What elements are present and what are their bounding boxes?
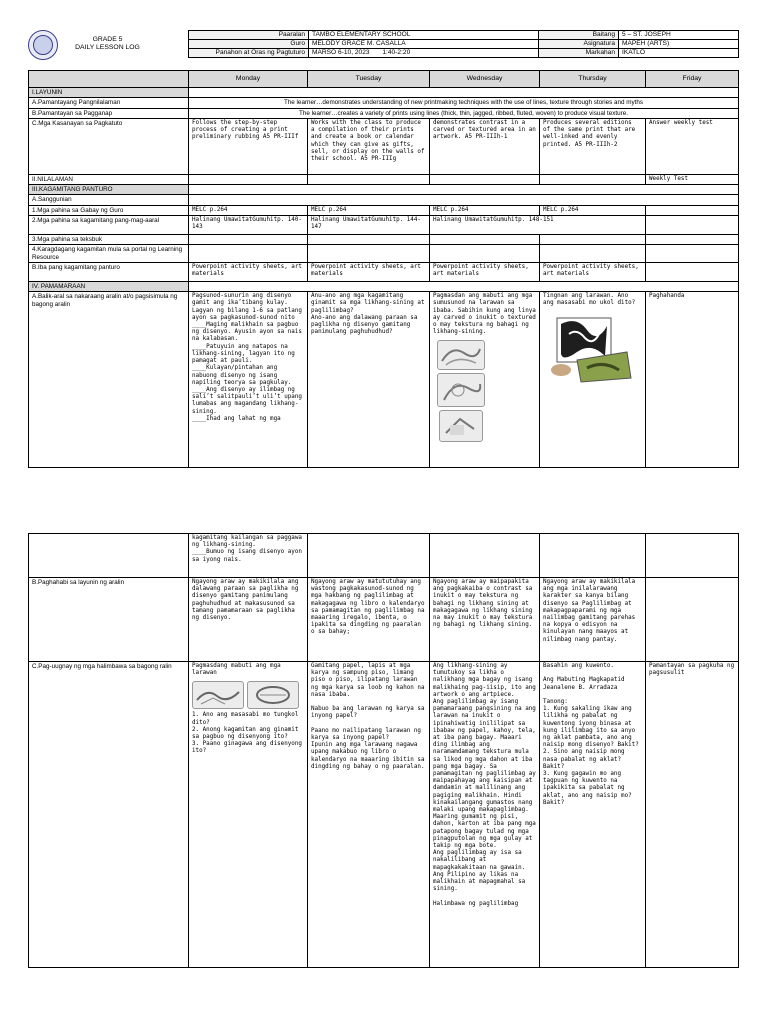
paghahabi-monday: Ngayong araw ay makikilala ang dalawang paraan sa paglikha ng disenyo gamitang panimulang paghuhudhud at makasusunod sa tamang pamamaraan sa paglikha ng disenyo.: [189, 578, 308, 662]
date-value: MARSO 6-10, 2023: [312, 49, 370, 56]
row-label-pag-uugnay: C.Pag-uugnay ng mga halimbawa sa bagong ralin: [29, 662, 189, 968]
carved-print-image-2: [437, 373, 485, 407]
rubbing-image-1: [192, 681, 244, 709]
balik-aral-thursday: Tingnan ang larawan. Ano ang masasabi mo ukol dito?: [543, 293, 636, 307]
continued-thursday: [540, 534, 646, 578]
nilalaman-wednesday: [430, 174, 540, 184]
grade-title: GRADE 5: [92, 36, 123, 43]
rubbing-images: [192, 681, 304, 709]
time-value: 1:40-2:20: [382, 49, 411, 56]
row-label-kagamitang-pang-mag-aaral: 2.Mga pahina sa kagamitang pang-mag-aaral: [29, 216, 189, 235]
header-right-table: [538, 30, 739, 58]
teacher-value: MELODY GRACE M. CASALLA: [309, 40, 589, 49]
pamamaraan-span: [189, 281, 739, 291]
paghahabi-wednesday: Ngayong araw ay maipapakita ang pagkakaiba o contrast sa inukit o may tekstura ng bahagi ng likhang sining at makagagawa ng likhang sining na may inukit o may tekstura ng bahagi ng likhang sining.: [430, 578, 540, 662]
gabay-monday: MELC p.264: [189, 205, 308, 215]
grade-level-label: Baitang: [539, 31, 619, 40]
balik-aral-thursday-cell: [540, 292, 646, 468]
balik-aral-friday: Paghahanda: [646, 292, 739, 468]
grade-level-value: 5 – ST. JOSEPH: [619, 31, 739, 40]
teksbuk-thursday: [540, 235, 646, 245]
time-label: Panahon at Oras ng Pagtuturo: [189, 49, 309, 58]
lr-friday: [646, 245, 739, 263]
teacher-label: Guro: [189, 40, 309, 49]
gabay-thursday: MELC p.264: [540, 205, 646, 215]
lesson-log-table-page1: [28, 70, 739, 468]
subject-value: MAPEH (ARTS): [619, 40, 739, 49]
layunin-span: [189, 88, 739, 98]
lesson-log-table-page2: [28, 533, 739, 968]
pag-uugnay-monday-intro: Pagmasdang mabuti ang mga larawan: [192, 663, 281, 677]
kasanayan-wednesday: demonstrates contrast in a carved or textured area in an artwork. A5 PR-IIIh-1: [430, 118, 540, 174]
kasanayan-tuesday: Works with the class to produce a compilation of their prints and create a book or calendar which they can give as gifts, sell, or display on the walls of their school. A5 PR-IIIg: [308, 118, 430, 174]
continued-friday: [646, 534, 739, 578]
row-label-paghahabi: B.Paghahabi sa layunin ng aralin: [29, 578, 189, 662]
pag-uugnay-monday-cell: [189, 662, 308, 968]
row-label-sanggunian: A.Sanggunian: [29, 195, 189, 205]
row-label-learning-resource: 4.Karagdagang kagamitan mula sa portal ng Learning Resource: [29, 245, 189, 263]
school-value: TAMBO ELEMENTARY SCHOOL: [309, 31, 589, 40]
row-label-iba-pang-kagamitan: B.Iba pang kagamitang panturo: [29, 262, 189, 281]
mag-aaral-friday: [646, 216, 739, 235]
paghahabi-friday: [646, 578, 739, 662]
daily-lesson-log-title: DAILY LESSON LOG: [75, 44, 140, 51]
row-label-nilalaman: II.NILALAMAN: [29, 174, 189, 184]
rubbing-image-2: [247, 681, 299, 709]
section-pamamaraan: IV. PAMAMARAAN: [29, 281, 189, 291]
log-title-block: [60, 36, 155, 52]
printmaking-illustration: [547, 312, 633, 384]
corner-cell: [29, 71, 189, 88]
gabay-friday: [646, 205, 739, 215]
carved-print-image-1: [437, 340, 485, 370]
gabay-wednesday: MELC p.264: [430, 205, 540, 215]
nilalaman-monday: [189, 174, 308, 184]
content-standard-text: The learner…demonstrates understanding of new printmaking techniques with the use of lines, texture through stories and myths: [189, 98, 739, 108]
carved-print-image-3: [439, 410, 483, 442]
row-label-balik-aral: A.Balik-aral sa nakaraang aralin at/o pagsisimula ng bagong aralin: [29, 292, 189, 468]
kasanayan-thursday: Produces several editions of the same print that are well-inked and evenly printed. A5 PR-IIIh-2: [540, 118, 646, 174]
pag-uugnay-friday: Pamantayan sa pagkuha ng pagsusulit: [646, 662, 739, 968]
lr-monday: [189, 245, 308, 263]
teksbuk-friday: [646, 235, 739, 245]
day-header-wednesday: Wednesday: [430, 71, 540, 88]
continued-tuesday: [308, 534, 430, 578]
header-left-table: [188, 30, 589, 58]
balik-aral-monday: Pagsunod-sunurin ang disenyo gamit ang ika’tibang kulay. Lagyan ng bilang 1-6 sa patlang ayon sa pagkasunod-sunod nito ____Maging malikhain sa pagbuo ng disenyo. Ayusin ayon sa nais na kalabasan. ____Patuyuin ang natapos na likhang-sining, lagyan ito ng pamagat at pauli. ____Kulayan/pintahan ang nabuong disenyo ng isang napiling teorya sa pagkulay. ____Ang disenyo ay ilimbag ng sali’t salitpauli’t uli’t upang lumabas ang magandang likhang-sining. ____Ihad ang lahat ng mga: [189, 292, 308, 468]
row-label-gabay-ng-guro: 1.Mga pahina sa Gabay ng Guro: [29, 205, 189, 215]
kagamitan-span: [189, 185, 739, 195]
mag-aaral-tuesday: Halinang UmawitatGumuhitp. 144-147: [308, 216, 430, 235]
pag-uugnay-thursday: Basahin ang kuwento. Ang Mabuting Magkapatid Jeanalene B. Arradaza Tanong: 1. Kung sakaling ikaw ang lilikha ng pabalat ng kuwentong iyong binasa at kung ililimbag ito sa anyo ng aklat pambata, ano ang naisip mong disenyo? Bakit? 2. Sino ang naisip mong nasa pabalat ng aklat? Bakit? 3. Kung gagawin mo ang tagpuan ng kuwento na ipakikita sa pabalat ng aklat, ano ang naisip mo? Bakit?: [540, 662, 646, 968]
nilalaman-thursday: [540, 174, 646, 184]
teksbuk-monday: [189, 235, 308, 245]
school-label: Paaralan: [189, 31, 309, 40]
deped-seal: [28, 30, 58, 60]
sanggunian-span: [189, 195, 739, 205]
section-kagamitang-panturo: III.KAGAMITANG PANTURO: [29, 185, 189, 195]
mag-aaral-monday: Halinang UmawitatGumuhitp. 140-143: [189, 216, 308, 235]
iba-wednesday: Powerpoint activity sheets, art materials: [430, 262, 540, 281]
quarter-label: Markahan: [539, 49, 619, 58]
quarter-value: IKATLO: [619, 49, 739, 58]
gabay-tuesday: MELC p.264: [308, 205, 430, 215]
nilalaman-tuesday: [308, 174, 430, 184]
iba-monday: Powerpoint activity sheets, art materials: [189, 262, 308, 281]
row-label-kasanayan: C.Mga Kasanayan sa Pagkatuto: [29, 118, 189, 174]
iba-friday: [646, 262, 739, 281]
row-label-teksbuk: 3.Mga pahina sa teksbuk: [29, 235, 189, 245]
balik-aral-tuesday: Anu-ano ang mga kagamitang ginamit sa mga likhang-sining at paglilimbag? Ano-ano ang dalawang paraan sa paglikha ng disenyo gamitang panimulang paghuhudhud?: [308, 292, 430, 468]
performance-standard-text: The learner…creates a variety of prints using lines (thick, thin, jagged, ribbed, fluted, woven) to produce visual texture.: [189, 108, 739, 118]
row-label-pamantayang-pangnilalaman: A.Pamantayang Pangnilalaman: [29, 98, 189, 108]
iba-thursday: Powerpoint activity sheets, art materials: [540, 262, 646, 281]
kasanayan-friday: Answer weekly test: [646, 118, 739, 174]
day-header-friday: Friday: [646, 71, 739, 88]
row-label-pamantayan-sa-pagganap: B.Pamantayan sa Pagganap: [29, 108, 189, 118]
pag-uugnay-wednesday: Ang likhang-sining ay tumutukoy sa likha o nalikhang mga bagay ng isang malikhaing pag-iisip, ito ang artwork o ang artpiece. Ang paglilimbag ay isang pamamaraang pangsining na ang larawan na inukit o ipinahiwatig inililipat sa ibabaw ng papel, kahoy, tela, at iba pang bagay. Maaari ding ilimbag ang naramamdamang tekstura mula sa likod ng mga dahon at iba pang mga bagay. Sa pamamagitan ng paglilimbag ay maipapahayag ang kaisipan at damdamin at malilinang ang pagiging malikhain. Hindi kinakailangang gumastos nang malaki upang makapaglimbag. Maaring gumamit ng pisi, dahon, karton at iba pang mga patapong bagay tulad ng mga pinagputolan ng mga gulay at takip ng mga bote. Ang paglilimbag ay isa sa nakalilibang at mapagkakakitaan na gawain. Ang Pilipino ay likas na malikhain at mapagmahal sa sining. Halimbawa ng paglilimbag: [430, 662, 540, 968]
continued-label: [29, 534, 189, 578]
teksbuk-tuesday: [308, 235, 430, 245]
balik-aral-wednesday: Pagmasdan ang mabuti ang mga sumusunod na larawan sa ibaba. Sabihin kung ang linya ay carved o inukit o textured o may tekstura ng bahagi ng likhang-sining.: [433, 293, 536, 336]
continued-wednesday: [430, 534, 540, 578]
balik-aral-wednesday-cell: [430, 292, 540, 468]
lr-thursday: [540, 245, 646, 263]
kasanayan-monday: Follows the step-by-step process of creating a print preliminary rubbing A5 PR-IIIf: [189, 118, 308, 174]
teksbuk-wednesday: [430, 235, 540, 245]
pag-uugnay-tuesday: Gamitang papel, lapis at mga karya ng sampung piso, limang piso o piso, ilipatang larawan ng mga karya sa loob ng kahon na nasa ibaba. Nabuo ba ang larawan ng karya sa inyong papel? Paano mo nailipatang larawan ng karya sa inyong papel? Ipunin ang mga larawang nagawa upang makabuo ng libro o kalendaryo na maaaring ibitin sa dingding ng bahay o ng paaralan.: [308, 662, 430, 968]
paghahabi-thursday: Ngayong araw ay makikilala ang mga inilalarawang karakter sa kanya bilang disenyo sa Paglilimbag at makapagpaparami ng mga nailimbag gamitang parehas na kopya o edisyon na kinulayan nang maayos at nilimbag nang pantay.: [540, 578, 646, 662]
section-layunin: I.LAYUNIN: [29, 88, 189, 98]
day-header-thursday: Thursday: [540, 71, 646, 88]
iba-tuesday: Powerpoint activity sheets, art materials: [308, 262, 430, 281]
mag-aaral-wednesday: Halinang UmawitatGumuhitp. 148-151: [430, 216, 646, 235]
subject-label: Asignatura: [539, 40, 619, 49]
paghahabi-tuesday: Ngayong araw ay matututuhay ang wastong pagkakasunod-sunod ng mga hakbang ng paglilimbag at makagagawa ng libro o kalendaryo sa pamamagitan ng paglilimbag na maaaring iregalo, ibenta, o ipakita sa dingding ng paaralan o sa bahay;: [308, 578, 430, 662]
lr-wednesday: [430, 245, 540, 263]
pag-uugnay-monday-questions: 1. Ano ang masasabi mo tungkol dito? 2. Anong kagamitan ang ginamit sa pagbuo ng disenyong ito? 3. Paano ginagawa ang disenyong ito?: [192, 712, 302, 755]
continued-monday: kagamitang kailangan sa paggawa ng likhang-sining. ____Bumuo ng isang disenyo ayon sa iyong nais.: [189, 534, 308, 578]
nilalaman-friday: Weekly Test: [646, 174, 739, 184]
lr-tuesday: [308, 245, 430, 263]
day-header-monday: Monday: [189, 71, 308, 88]
day-header-tuesday: Tuesday: [308, 71, 430, 88]
